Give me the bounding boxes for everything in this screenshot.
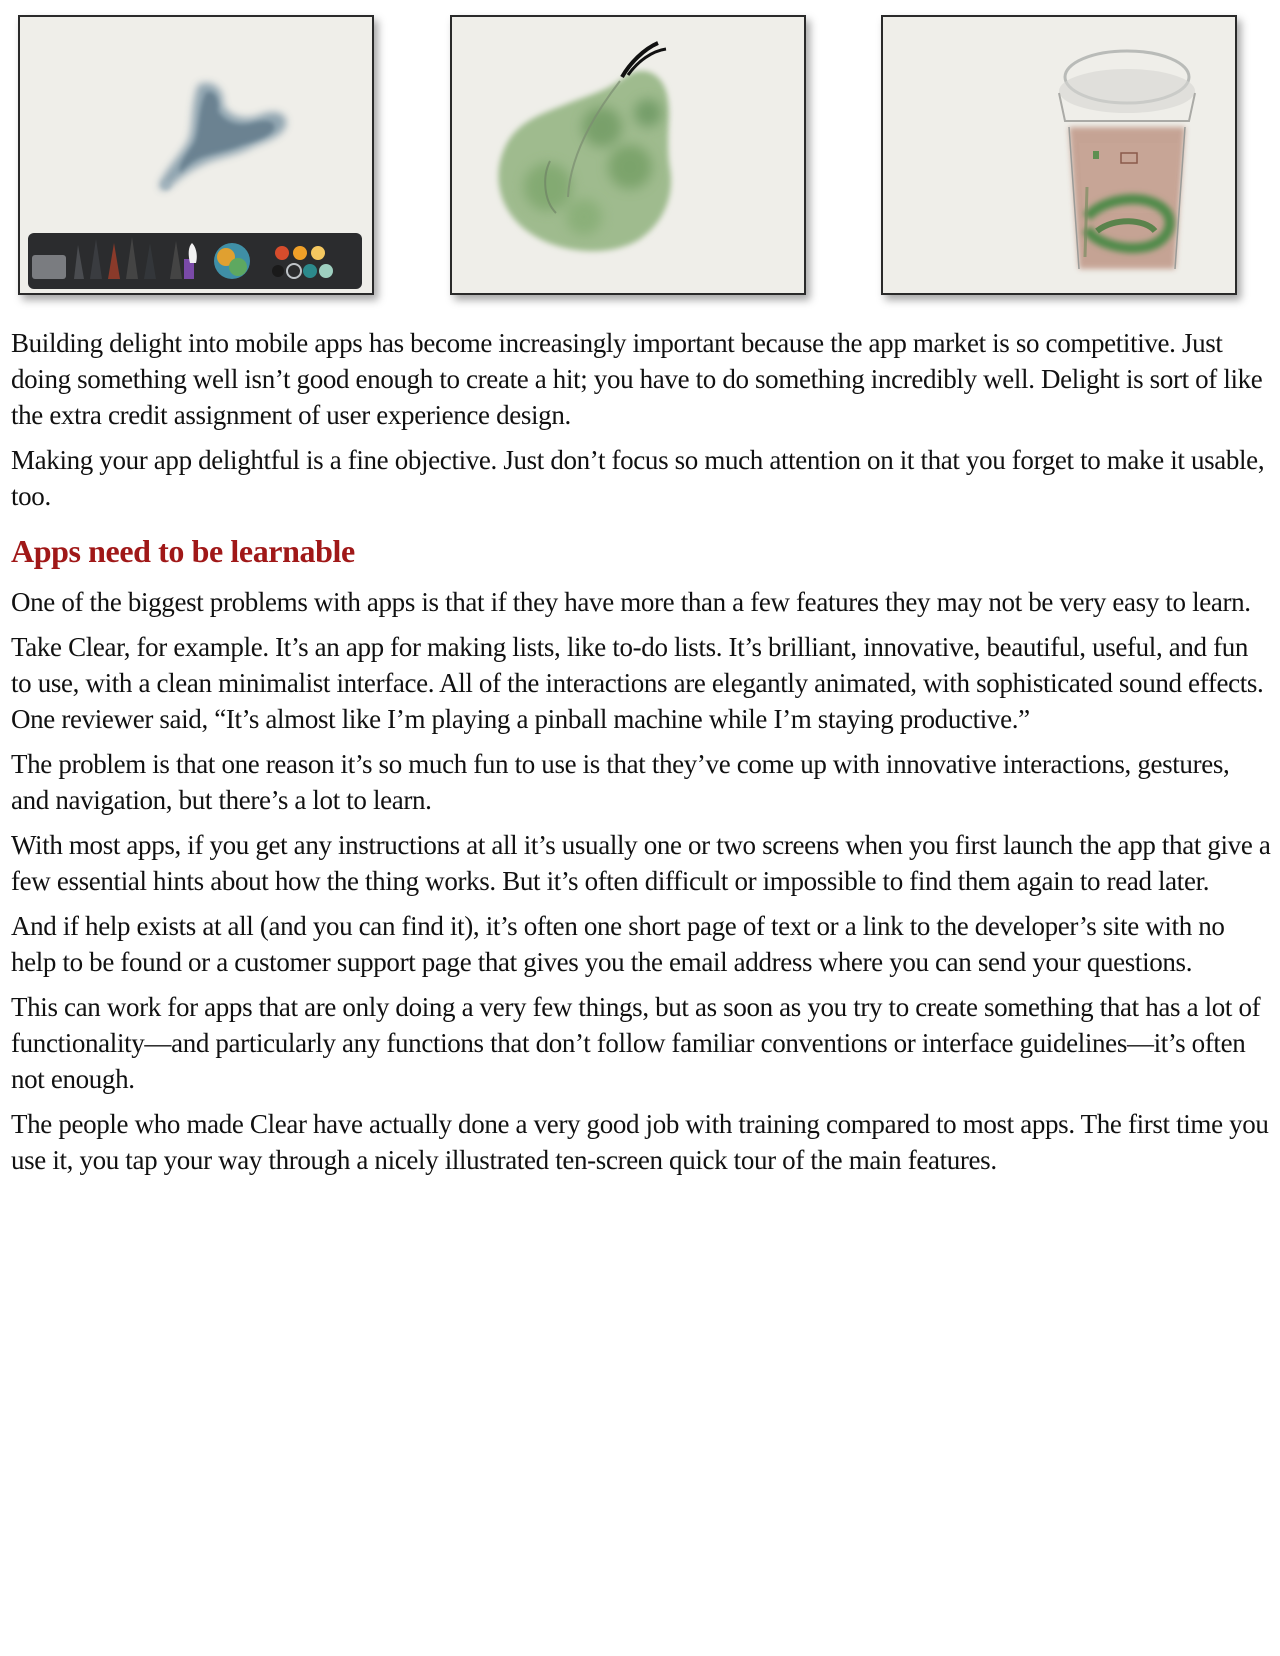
paragraph-objective: Making your app delightful is a fine objective. Just don’t focus so much attention on it that you forget to make it usable, too. — [11, 445, 1265, 511]
paragraph-training: The people who made Clear have actually done a very good job with training compared to most apps. The first time you use it, you tap your way through a nicely illustrated ten-screen quick tour of the main features. — [11, 1109, 1269, 1175]
paragraph-functionality: This can work for apps that are only doing a very few things, but as soon as you try to create something that has a lot of functionality—and particularly any functions that don’t follow familiar conventions or interface guidelines—it’s often not enough. — [11, 992, 1261, 1094]
watercolor-pear-sketch-icon — [452, 17, 804, 293]
paragraph-delight: Building delight into mobile apps has become increasingly important because the app market is so competitive. Just doing something well isn’t good enough to create a hit; you have to do something incredibly well. Delight is sort of like the extra credit assignment of user experience design. — [11, 328, 1263, 430]
watercolor-coffee-cup-sketch-icon — [883, 17, 1235, 293]
paragraph-learn-problem: One of the biggest problems with apps is that if they have more than a few features they may not be very easy to learn. — [11, 587, 1251, 617]
section-heading: Apps need to be learnable — [11, 533, 355, 569]
figure-panel-blue-stroke — [18, 15, 374, 295]
article-body — [11, 325, 1273, 1187]
paragraph-help: And if help exists at all (and you can find it), it’s often one short page of text or a link to the developer’s site with no help to be found or a customer support page that gives you the email address where you can send your questions. — [11, 911, 1225, 977]
paragraph-instructions: With most apps, if you get any instructions at all it’s usually one or two screens when you first launch the app that give a few essential hints about how the thing works. But it’s often difficult or impossible to find them again to read later. — [11, 830, 1271, 896]
figure-panel-pear — [450, 15, 806, 295]
watercolor-blue-stroke-sketch-icon — [20, 17, 372, 293]
paint-toolbar-icon — [28, 233, 362, 289]
figure-panel-coffee-cup — [881, 15, 1237, 295]
paragraph-clear-example: Take Clear, for example. It’s an app for making lists, like to-do lists. It’s brilliant, innovative, beautiful, useful, and fun to use, with a clean minimalist interface. All of the interactions are elegantly animated, with sophisticated sound effects. One reviewer said, “It’s almost like I’m playing a pinball machine while I’m staying productive.” — [11, 632, 1264, 734]
paragraph-problem: The problem is that one reason it’s so much fun to use is that they’ve come up with innovative interactions, gestures, and navigation, but there’s a lot to learn. — [11, 749, 1230, 815]
figure-strip — [18, 15, 1258, 297]
